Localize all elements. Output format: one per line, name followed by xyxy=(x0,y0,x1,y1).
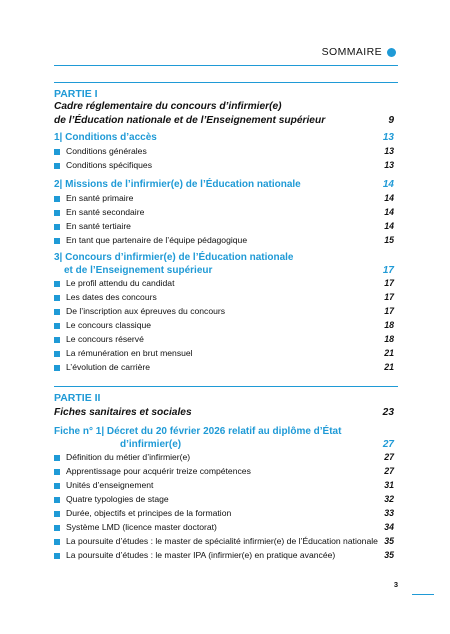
page-number: 17 xyxy=(384,306,394,316)
square-bullet-icon xyxy=(54,553,60,559)
section-label: 1| Conditions d’accès xyxy=(54,132,157,143)
part1-subtitle[interactable] xyxy=(54,100,398,127)
section-concours[interactable] xyxy=(54,251,398,277)
page-number: 9 xyxy=(388,114,394,126)
page-number: 14 xyxy=(384,193,394,203)
footer-page-number: 3 xyxy=(393,580,398,589)
square-bullet-icon xyxy=(54,511,60,517)
header xyxy=(54,40,398,66)
item-label: La poursuite d’études : le master de spécialité infirmier(e) de l’Éducation nationale xyxy=(66,536,378,546)
section-missions[interactable] xyxy=(54,178,398,191)
item-label: En santé tertiaire xyxy=(66,221,131,231)
page-number: 14 xyxy=(384,207,394,217)
part2-title: PARTIE II xyxy=(54,392,101,404)
page-number: 34 xyxy=(384,522,394,532)
page-number: 27 xyxy=(384,466,394,476)
item-label: Conditions générales xyxy=(66,146,147,156)
list-item[interactable] xyxy=(54,493,398,506)
square-bullet-icon xyxy=(54,309,60,315)
item-label: La poursuite d’études : le master IPA (infirmier(e) en pratique avancée) xyxy=(66,550,336,560)
square-bullet-icon xyxy=(54,337,60,343)
square-bullet-icon xyxy=(54,365,60,371)
item-label: En tant que partenaire de l’équipe pédagogique xyxy=(66,235,248,245)
page-number: 21 xyxy=(384,348,394,358)
part1-subtitle-line2: de l’Éducation nationale et de l’Enseignement supérieur xyxy=(54,114,326,126)
section-label-line2: d’infirmier(e) xyxy=(120,439,182,450)
list-item[interactable] xyxy=(54,535,398,548)
square-bullet-icon xyxy=(54,224,60,230)
footer-rule xyxy=(412,594,434,595)
square-bullet-icon xyxy=(54,497,60,503)
list-item[interactable] xyxy=(54,479,398,492)
square-bullet-icon xyxy=(54,149,60,155)
list-item[interactable] xyxy=(54,333,398,346)
section-label-line1: Fiche n° 1| Décret du 20 février 2026 relatif au diplôme d’État xyxy=(54,426,342,437)
page-number: 17 xyxy=(384,292,394,302)
page-number: 13 xyxy=(384,160,394,170)
page-title: SOMMAIRE xyxy=(321,46,382,58)
list-item[interactable] xyxy=(54,234,398,247)
square-bullet-icon xyxy=(54,281,60,287)
page-number: 27 xyxy=(382,439,394,450)
item-label: La rémunération en brut mensuel xyxy=(66,348,193,358)
item-label: Durée, objectifs et principes de la formation xyxy=(66,508,232,518)
page-number: 14 xyxy=(384,221,394,231)
item-label: Conditions spécifiques xyxy=(66,160,152,170)
list-item[interactable] xyxy=(54,159,398,172)
list-item[interactable] xyxy=(54,361,398,374)
list-item[interactable] xyxy=(54,206,398,219)
page-number: 18 xyxy=(384,334,394,344)
page-number: 18 xyxy=(384,320,394,330)
item-label: En santé secondaire xyxy=(66,207,145,217)
part2-subtitle[interactable] xyxy=(54,406,398,420)
item-label: Quatre typologies de stage xyxy=(66,494,169,504)
square-bullet-icon xyxy=(54,469,60,475)
list-item[interactable] xyxy=(54,521,398,534)
section-label-line1: 3| Concours d’infirmier(e) de l’Éducation nationale xyxy=(54,252,294,263)
part2-subtitle-line: Fiches sanitaires et sociales xyxy=(54,407,192,418)
square-bullet-icon xyxy=(54,196,60,202)
square-bullet-icon xyxy=(54,525,60,531)
item-label: En santé primaire xyxy=(66,193,134,203)
page-number: 27 xyxy=(384,452,394,462)
square-bullet-icon xyxy=(54,295,60,301)
header-rule xyxy=(54,65,398,66)
page-number: 13 xyxy=(384,146,394,156)
square-bullet-icon xyxy=(54,238,60,244)
item-label: Définition du métier d’infirmier(e) xyxy=(66,452,191,462)
item-label: Le profil attendu du candidat xyxy=(66,278,175,288)
list-item[interactable] xyxy=(54,305,398,318)
square-bullet-icon xyxy=(54,163,60,169)
part1-rule xyxy=(54,82,398,83)
part2-rule xyxy=(54,386,398,387)
part1-title: PARTIE I xyxy=(54,88,98,100)
page-number: 35 xyxy=(384,536,394,546)
part1-subtitle-line1: Cadre réglementaire du concours d’infirmier(e) xyxy=(54,101,282,112)
item-label: L’évolution de carrière xyxy=(66,362,151,372)
page-number: 13 xyxy=(382,132,394,143)
item-label: Système LMD (licence master doctorat) xyxy=(66,522,217,532)
item-label: Les dates des concours xyxy=(66,292,157,302)
list-item[interactable] xyxy=(54,465,398,478)
page-number: 35 xyxy=(384,550,394,560)
list-item[interactable] xyxy=(54,192,398,205)
square-bullet-icon xyxy=(54,323,60,329)
section-label: 2| Missions de l’infirmier(e) de l’Éducation nationale xyxy=(54,179,301,190)
page-number: 14 xyxy=(382,179,394,190)
section-conditions[interactable] xyxy=(54,131,398,144)
list-item[interactable] xyxy=(54,549,398,562)
square-bullet-icon xyxy=(54,351,60,357)
page-number: 23 xyxy=(382,407,394,418)
page-number: 17 xyxy=(382,265,394,276)
list-item[interactable] xyxy=(54,277,398,290)
page-number: 17 xyxy=(384,278,394,288)
list-item[interactable] xyxy=(54,451,398,464)
item-label: Le concours classique xyxy=(66,320,152,330)
square-bullet-icon xyxy=(54,455,60,461)
square-bullet-icon xyxy=(54,483,60,489)
item-label: Le concours réservé xyxy=(66,334,144,344)
page-number: 32 xyxy=(384,494,394,504)
list-item[interactable] xyxy=(54,319,398,332)
list-item[interactable] xyxy=(54,145,398,158)
section-fiche-1[interactable] xyxy=(54,425,398,451)
page-number: 15 xyxy=(384,235,394,245)
page-number: 33 xyxy=(384,508,394,518)
square-bullet-icon xyxy=(54,539,60,545)
page-number: 31 xyxy=(384,480,394,490)
list-item[interactable] xyxy=(54,507,398,520)
item-label: Unités d’enseignement xyxy=(66,480,154,490)
section-label-line2: et de l’Enseignement supérieur xyxy=(64,265,213,276)
item-label: De l’inscription aux épreuves du concours xyxy=(66,306,226,316)
list-item[interactable] xyxy=(54,347,398,360)
square-bullet-icon xyxy=(54,210,60,216)
page-number: 21 xyxy=(384,362,394,372)
item-label: Apprentissage pour acquérir treize compétences xyxy=(66,466,251,476)
list-item[interactable] xyxy=(54,291,398,304)
title-dot-icon xyxy=(387,48,396,57)
list-item[interactable] xyxy=(54,220,398,233)
